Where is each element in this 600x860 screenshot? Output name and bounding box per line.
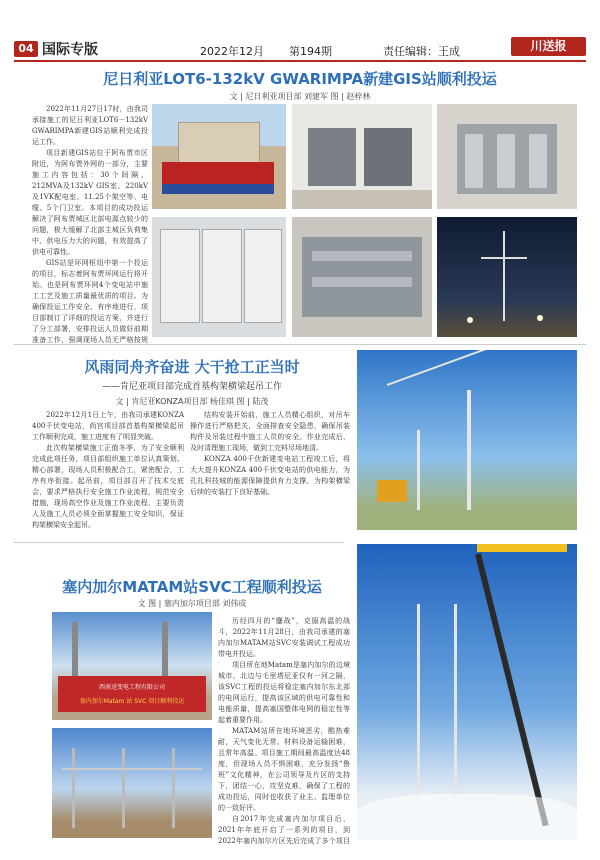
section-divider	[14, 542, 344, 543]
article1-title: 尼日利亚LOT6-132kV GWARIMPA新建GIS站顺利投运	[103, 70, 497, 88]
article2-subtitle: ——肯尼亚项目部完成首基构架横梁起吊工作	[101, 382, 282, 392]
banner-text-line1: 西南送变电工程有限公司	[98, 684, 165, 691]
editor-credit: 责任编辑：王成	[383, 45, 460, 58]
article3-paragraph: 历经四月的“鏖战”，克服高温的战斗，2022年11月28日，由我司承建的塞内加尔MATAM站SVC安装调试工程成功带电并投运。	[218, 617, 350, 658]
issue-number: 第194期	[289, 45, 332, 58]
article2-body-col1	[32, 410, 184, 538]
article1-paragraph: GIS站是环网枢纽中第一个投运的项目，标志着阿布贾环网运行将开始。也是阿布贾环网4个变电站中施工工艺及施工质量最优质的项目。为确保投运工作安全、有序地进行，项目部制订了详细的投运方案，并进行了分工部署，安排投运人员做好前期准备工作，强调现场人员无严格按规	[32, 259, 148, 344]
photo-substation-building	[152, 104, 286, 209]
article2-paragraph: 此次构架横梁施工正值冬季，为了安全顺利完成此项任务，项目部组织施工单位认真策划、精心部署，现场人员积极配合工，紧密配合，工序有序衔接。起吊前，项目部召开了技术交底会，要求严格执行安全施工作业流程，规范安全措施，现场高空作业及施工作业流程，主要负责人及施工人员必须全面掌握施工安全知识，保证构架横梁安全起吊。	[32, 444, 184, 529]
photo-svc-yard	[52, 728, 212, 838]
page-number: 04	[14, 41, 38, 57]
article1-paragraph: 2022年11月27日17时，由我司承接施工的尼日利亚LOT6－132kV GWARIMPA新建GIS站顺利完成投运工作。	[32, 105, 148, 146]
issue-date: 2022年12月	[200, 45, 264, 58]
article3-paragraph: MATAM站所在地环境恶劣，酷热难耐，天气变化无常。材料设备运输困难，且常年高温。项目施工期间最高温度达48度，但现场人员不惧困难，充分发扬“鲁班”文化精神，在公司领导及片区的支持下，团结一心，攻坚克难，确保了工程的成功投运，同时也收获了业主、监理单位的一致好评。	[218, 727, 350, 812]
photo-switchgear-room	[292, 104, 432, 209]
article1-paragraph: 项目新建GIS站位于阿布贾市区附近，为阿布贾外网的一部分，主要施工内容包括：30个间隔、212MVA及132kV GIS室、220kV及1VK配电室、11.25个架空等、电缆、5个门卫室。本项目的成功投运解决了阿布贾城区北部电源点较少的问题，极大缓解了北部主城区负荷集中、供电压力大的问题，有效提高了供电可靠性。	[32, 149, 148, 256]
banner-text-line2: 塞内加尔Matam 站 SVC 项目顺利投运	[79, 698, 185, 705]
article3-paragraph: 项目所在地Matam是塞内加尔的边境城市，北边与毛里塔尼亚仅有一河之隔，该SVC工程的投运将稳定塞内加尔东北部的电网运行，提高该区域的供电可靠性和电能质量，提高塞国整体电网的稳定性等起着重要作用。	[218, 661, 350, 724]
photo-night-tower	[437, 217, 577, 337]
section-divider	[14, 344, 586, 345]
article3-body	[218, 616, 350, 844]
article2-paragraph: KONZA 400千伏新建变电站工程竣工后，将大大提升KONZA 400千伏变电站的供电能力，为孔扎科技城的能源保障提供有力支撑，为构架横梁后续的安装打下良好基础。	[190, 455, 350, 496]
photo-control-panels	[152, 217, 286, 337]
article3-paragraph: 自2017年完成塞内加尔项目后，2021年年底开启了一系列的项目，到2022年塞内加尔片区先后完成了多个项目	[218, 815, 350, 844]
article2-paragraph: 结构安装开始前，施工人员精心组织，对吊车操作进行严格把关，全面排查安全隐患，确保吊装构件及吊装过程中施工人员的安全。作业完成后，及时清理施工现场，做到工完料尽场地清。	[190, 411, 350, 452]
article2-byline: 文 | 肯尼亚KONZA项目部 杨佳琪 图 | 陆茂	[115, 397, 269, 406]
photo-gis-equipment	[437, 104, 577, 209]
header-rule	[14, 60, 586, 62]
article1-byline: 文 | 尼日利亚项目部 刘建军 图 | 赵梓林	[229, 92, 371, 101]
photo-tower-crane	[357, 544, 577, 840]
photo-gis-hall	[292, 217, 432, 337]
article3-byline: 文 图 | 塞内加尔项目部 刘伟成	[137, 599, 247, 608]
newspaper-logo: 川送报	[511, 37, 586, 56]
article1-body	[32, 104, 148, 344]
article2-paragraph: 2022年12月1日上午，由我司承建KONZA 400千伏变电站，尚宫项目部首基构架横梁起吊工作顺利完成，施工进度有了明显突破。	[32, 411, 184, 441]
photo-team-banner	[52, 612, 212, 720]
article2-body-col2	[190, 410, 350, 538]
section-name: 国际专版	[42, 42, 98, 58]
article3-title: 塞内加尔MATAM站SVC工程顺利投运	[62, 578, 322, 596]
photo-crane-lift	[357, 350, 577, 530]
article2-title: 风雨同舟齐奋进 大干抢工正当时	[84, 358, 300, 376]
